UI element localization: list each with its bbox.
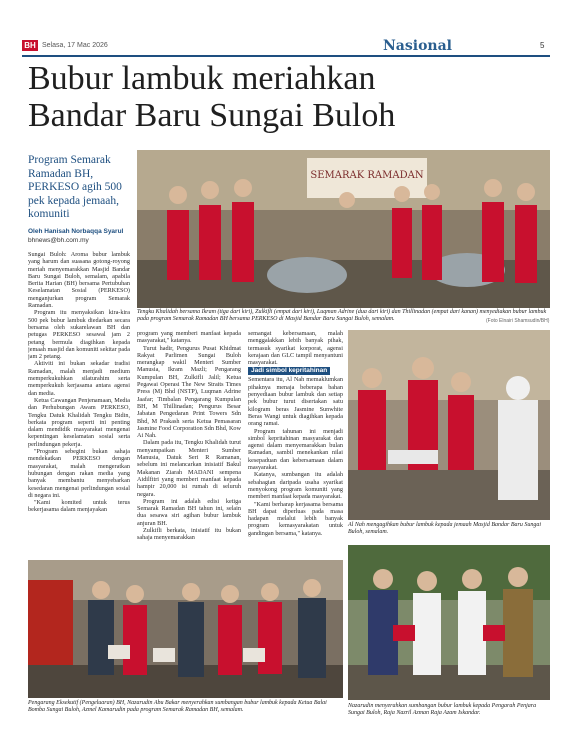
main-photo-credit: (Foto Elnairi Shamsudin/BH) [486, 318, 550, 324]
headline [28, 60, 548, 134]
col3-p3: Program tahunan ini menjadi simbol kepritahinan masyarakat dan agensi dalam menyemarakkan bulan Ramadan, sambil menekankan nilai kesepaduan dan kebersamaan dalam masyarakat. [248, 427, 343, 472]
bottom-left-photo-caption: Pengarang Eksekutif (Pengeluaran) BH, Nazarudin Abu Bakar menyerahkan sumbangan bubur lambuk kepada Ketua Balai Bomba Sungai Buloh, Azmel Kamarudin pada program Semarak Ramadan BH, semalam. [28, 700, 327, 714]
right-photo-caption: Al Nah mengagihkan bubur lambuk kepada jemaah Masjid Bandar Baru Sungai Buloh, semalam. [348, 522, 541, 536]
body-column-1 [28, 251, 130, 547]
main-photo-caption: Tengku Khalidah bersama Ikram (tiga dari kiri), Zulkifli (empat dari kiri), Luqman Adrine (dua dari kiri) dan Thillinadan (empat dari kanan) menyediakan bubur lambuk pada program Semarak Ramadan BH bersama PERKESO di Masjid Bandar Baru Sungai Buloh, semalam. [137, 309, 547, 323]
col3-p5: "Kami berharap kerjasama bersama BH dapat diperluas pada masa hadapan melalui lebih banyak program kemasyarakatan untuk gandingan bersama," katanya. [248, 500, 343, 537]
headline-line-2: Bandar Baru Sungai Buloh [28, 97, 396, 134]
issue-date: Selasa, 17 Mac 2026 [42, 42, 108, 49]
col1-p2: Program itu menyaksikan kira-kira 500 pek bubur lambuk diedarkan secara bersama oleh sukarelawan BH dan petugas PERKESO sesawal jam 2 petang bermula diagihkan kepada jemaah masjid dan komuniti sekitar pada jam 2 petang. [28, 309, 130, 361]
col3-p1: semangat kebersamaan, malah menggalakkan lebih banyak pihak, termasuk syarikat korporat, agensi kerajaan dan GLC tampil menyantuni masyarakat. [248, 330, 343, 367]
col2-p2: Turut hadir, Pengurus Pusat Khidmat Rakyat Parlimen Sungai Buloh merangkap wakil Menteri Sumber Manusia, Ikram Mazli; Pengarang Kumpulan BH, Zulkifli Jalil; Ketua Pegawai Operasi The New Straits Times Press (M) Bhd (NSTP), Luqman Adrine Jaafar; Timbalan Pengarang Kumpulan BH, M Thillinadan; Pengurus Besar Jabatan Pengedaran Print Towers Sdn Bhd, M Prakash serta Ketua Pemasaran Jasmine Food Corporation Sdn Bhd, Kow Ai Nah. [137, 344, 241, 440]
col3-p4: Katanya, sumbangan itu adalah sebahagian daripada usaha syarikat menyokong program komuniti yang memberi manfaat kepada masyarakat. [248, 471, 343, 501]
col1-p5: "Program sebegini bukan sahaja mendekatkan PERKESO dengan masyarakat, malah mengeratkan hubungan dengan rakan media yang banyak membantu menyebarkan kesedaran mengenai perlindungan sosial di negara ini. [28, 448, 130, 499]
col3-p2: Sementara itu, Al Nah memaklumkan pihaknya menaja beberapa bahan penyediaan bubur lambuk dan setiap pek bubur turut disertakan satu kilogram beras Jasmine Sunwhite Beras Wangi untuk diagihkan kepada orang ramai. [248, 376, 343, 428]
body-column-3 [248, 330, 343, 547]
col1-p6: "Kami komited untuk terus bekerjasama dalam menjayakan [28, 499, 130, 514]
bottom-right-photo-caption: Nazarudin menyerahkan sumbangan bubur lambuk kepada Pengarah Penjara Sungai Buloh, Raja Nazril Azman Raja Azam Iskandar. [348, 703, 537, 717]
col2-p1: program yang memberi manfaat kepada masyarakat," katanya. [137, 330, 241, 345]
col1-p1: Sungai Buloh: Aroma bubur lambuk yang harum dan suasana gotong-royong meriah menyemarakkan Masjid Bandar Baru Sungai Buloh, semalam, apabila Berita Harian (BH) bersama Pertubuhan Keselamatan Sosial (PERKESO) menganjurkan program Semarak Ramadan. [28, 251, 130, 310]
col1-p3: Aktiviti ini bukan sekadar tradisi Ramadan, malah menjadi medium memperkukuhkan silaturahim serta memperkukuh kerjasama antara agensi dan media. [28, 360, 130, 397]
subhead: Jadi simbol kepritahinan [248, 367, 330, 375]
deck: Program Semarak Ramadan BH, PERKESO agih 500 pek kepada jemaah, komuniti [28, 154, 122, 220]
byline-email: bhnews@bh.com.my [28, 237, 89, 244]
bh-logo: BH [22, 40, 38, 51]
bottom-left-photo [28, 560, 343, 698]
bottom-right-photo [348, 545, 550, 700]
col2-p3: Dalam pada itu, Tengku Khalidah turut menyampaikan Menteri Sumber Manusia, Datuk Seri R Ramanan, sebelum ini melancarkan inisiatif Bakul Makanan Ziarah MADANI sempena Aidilfitri yang memberi manfaat kepada hampir 20,000 isi rumah di seluruh negara. [137, 439, 241, 498]
col1-p4: Ketua Cawangan Penjenamaan, Media dan Perhubungan Awam PERKESO, Tengku Datuk Khalidah Tengku Bidin, berkata program seperti ini penting dalam mendidik masyarakat mengenai kepentingan keselamatan sosial serta perlindungan pekerja. [28, 396, 130, 448]
byline-author: Oleh Hanisah Norbaqqa Syarul [28, 228, 124, 235]
col2-p5: Zulkifli berkata, inisiatif itu bukan sahaja menyemarakkan [137, 527, 241, 542]
banner-text: SEMARAK RAMADAN [310, 170, 424, 181]
section-name: Nasional [383, 38, 452, 54]
col2-p4: Program ini adalah edisi ketiga Semarak Ramadan BH tahun ini, selain dua sesawa siri agihan bubur lambuk anjuran BH. [137, 497, 241, 527]
headline-line-1: Bubur lambuk meriahkan [28, 60, 376, 97]
right-photo [348, 330, 550, 520]
body-column-2 [137, 330, 241, 547]
main-photo [137, 150, 550, 308]
page-number: 5 [540, 41, 545, 50]
header-rule [22, 55, 550, 57]
